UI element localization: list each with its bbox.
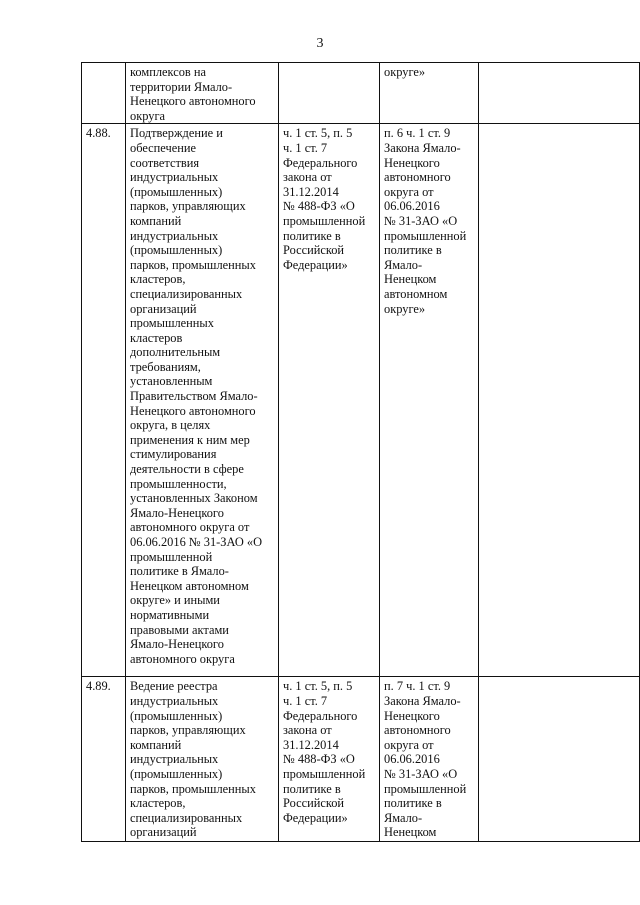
page-number: 3 (316, 36, 324, 51)
document-table (81, 62, 640, 842)
regional-basis: п. 7 ч. 1 ст. 9 Закона Ямало- Ненецкого автономного округа от 06.06.2016 № 31-ЗАО «О промышленной политике в Ямало- Ненецком (384, 679, 467, 840)
table-row (82, 63, 640, 124)
extra-cell (479, 63, 640, 124)
power-name: комплексов на территории Ямало- Ненецкого автономного округа (130, 65, 256, 123)
federal-basis: ч. 1 ст. 5, п. 5 ч. 1 ст. 7 Федерального закона от 31.12.2014 № 488-ФЗ «О промышленной политике в Российской Федерации» (283, 679, 366, 825)
federal-basis: ч. 1 ст. 5, п. 5 ч. 1 ст. 7 Федерального закона от 31.12.2014 № 488-ФЗ «О промышленной политике в Российской Федерации» (283, 126, 366, 272)
regional-basis: п. 6 ч. 1 ст. 9 Закона Ямало- Ненецкого автономного округа от 06.06.2016 № 31-ЗАО «О промышленной политике в Ямало- Ненецком автономном округе» (384, 126, 467, 316)
power-name-cell (126, 677, 279, 842)
power-name-cell (126, 63, 279, 124)
regional-basis: округе» (384, 65, 426, 79)
federal-basis-cell (279, 63, 380, 124)
federal-basis-cell (279, 677, 380, 842)
federal-basis-cell (279, 124, 380, 677)
regional-basis-cell (380, 124, 479, 677)
power-name: Подтверждение и обеспечение соответствия индустриальных (промышленных) парков, управляющих компаний индустриальных (промышленных) парков, промышленных кластеров, специализированных организаций промышленных кластеров дополнительным требованиям, установленным Правительством Ямало- Ненецкого автономного округа, в целях применения к ним мер стимулирования деятельности в сфере промышленности, установленных Законом Ямало-Ненецкого автономного округа от 06.06.2016 № 31-ЗАО «О промышленной политике в Ямало- Ненецком автономном округе» и иными нормативными правовыми актами Ямало-Ненецкого автономного округа (130, 126, 263, 666)
row-number: 4.88. (86, 126, 111, 141)
extra-cell (479, 124, 640, 677)
regional-basis-cell (380, 677, 479, 842)
power-name: Ведение реестра индустриальных (промышленных) парков, управляющих компаний индустриальных (промышленных) парков, промышленных кластеров, специализированных организаций (130, 679, 256, 840)
row-number-cell (82, 63, 126, 124)
extra-cell (479, 677, 640, 842)
row-number: 4.89. (86, 679, 111, 694)
power-name-cell (126, 124, 279, 677)
row-number-cell (82, 677, 126, 842)
regional-basis-cell (380, 63, 479, 124)
table-row (82, 677, 640, 842)
row-number-cell (82, 124, 126, 677)
table-row (82, 124, 640, 677)
